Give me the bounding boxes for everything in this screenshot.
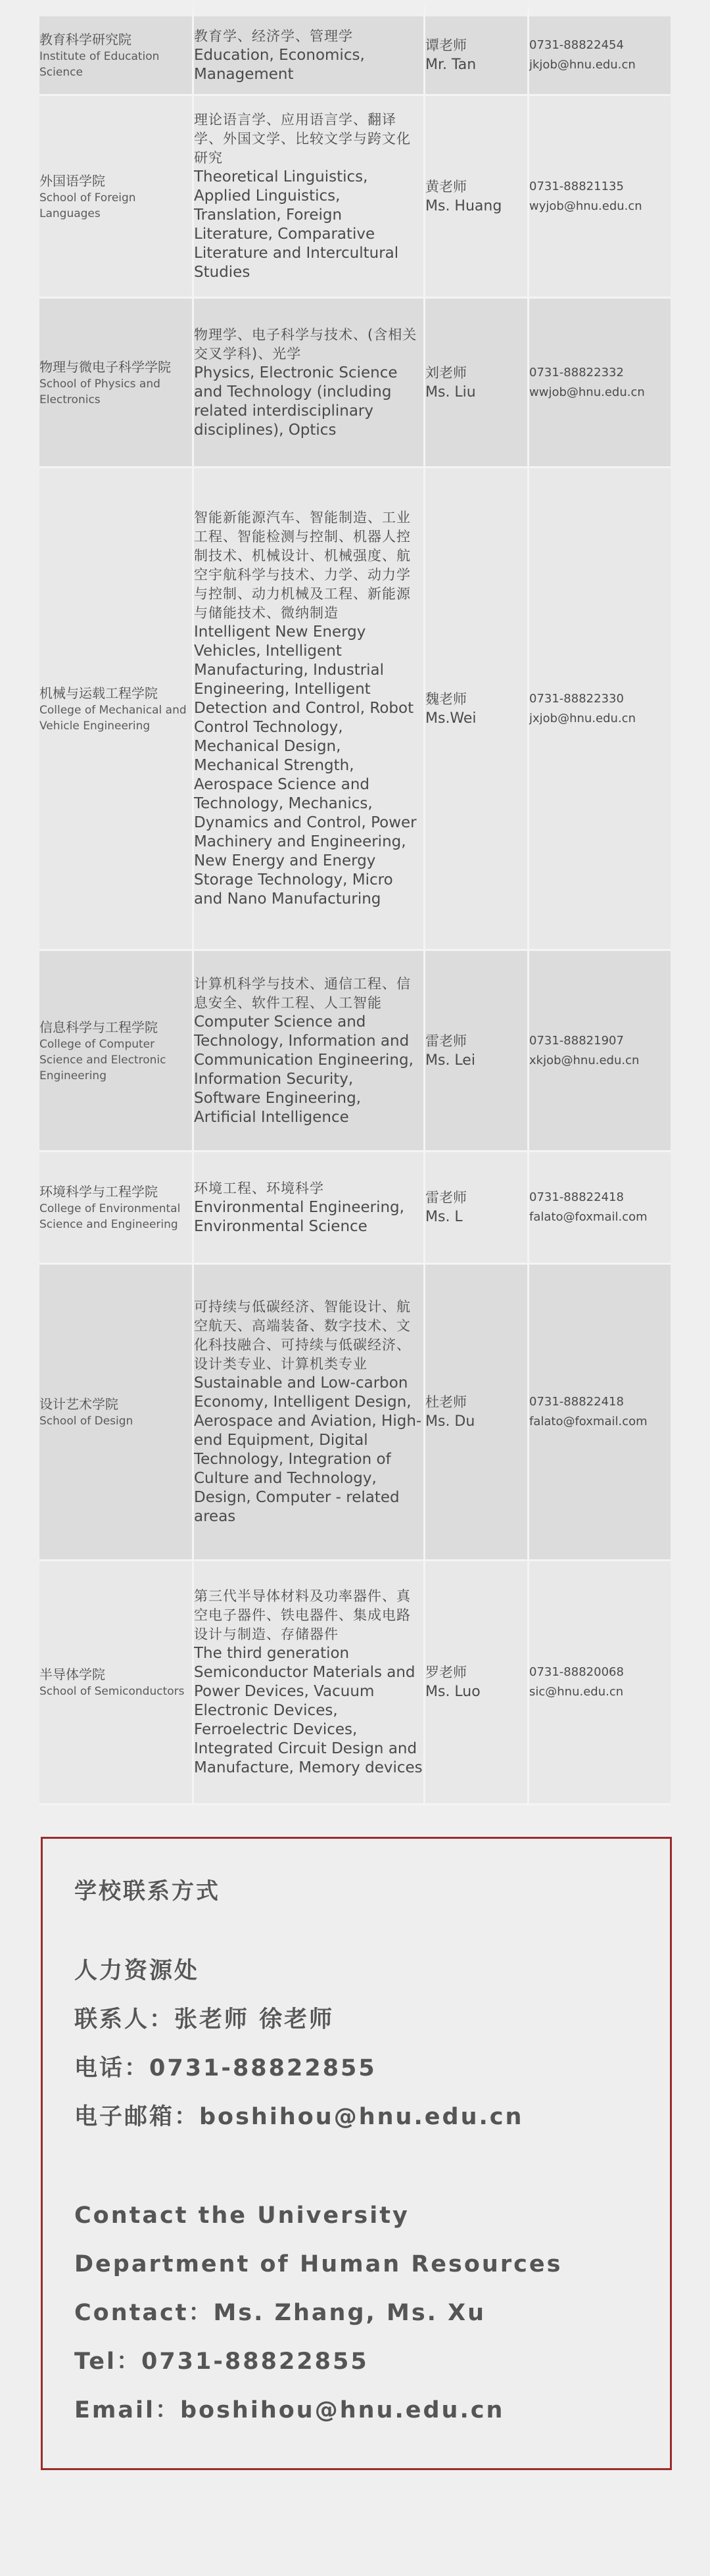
major-en: Sustainable and Low-carbon Economy, Intelligent Design, Aerospace and Aviation, High-end Equipment, Digital Technology, Integration of Culture and Technology, Design, Computer - related areas	[194, 1374, 422, 1525]
major-en: Intelligent New Energy Vehicles, Intelligent Manufacturing, Industrial Engineering, Intelligent Detection and Control, Robot Control Technology, Mechanical Design, Mechanical Strength, Aerospace Science and Technology, Mechanics, Dynamics and Control, Power Machinery and Engineering, New Energy and Energy Storage Technology, Micro and Nano Manufacturing	[194, 623, 417, 908]
department-zh: 人力资源处	[74, 1958, 200, 1984]
university-contact-box	[41, 1837, 672, 2470]
contact-cell	[425, 96, 529, 299]
contact-name-en: Ms. L	[425, 1209, 463, 1225]
major-cell	[194, 951, 425, 1152]
table-row	[39, 1561, 671, 1805]
major-cell	[194, 1152, 425, 1265]
school-name-en: School of Design	[39, 1415, 133, 1428]
contact-name-zh: 罗老师	[425, 1665, 467, 1680]
school-name-zh: 机械与运载工程学院	[39, 685, 158, 701]
major-cell	[194, 468, 425, 951]
major-cell	[194, 1265, 425, 1561]
contact-name-zh: 雷老师	[425, 1033, 467, 1049]
contact-name-zh: 雷老师	[425, 1190, 467, 1205]
phone-email-cell	[529, 0, 671, 96]
phone-en: Tel：0731-88822855	[74, 2348, 369, 2375]
contact-name-en: Ms. Lei	[425, 1052, 475, 1069]
email-address[interactable]: wyjob@hnu.edu.cn	[529, 199, 642, 213]
school-cell	[39, 468, 194, 951]
school-name-zh: 教育科学研究院	[39, 32, 131, 47]
major-cell	[194, 0, 425, 96]
school-cell	[39, 1561, 194, 1805]
school-name-en: School of Foreign Languages	[39, 191, 136, 220]
phone-number: 0731-88821135	[529, 179, 624, 193]
email-address[interactable]: jxjob@hnu.edu.cn	[529, 711, 636, 725]
contact-title-en: Contact the University	[74, 2202, 410, 2229]
department-en: Department of Human Resources	[74, 2251, 563, 2277]
phone-email-cell	[529, 1152, 671, 1265]
school-name-en: College of Computer Science and Electronic Engineering	[39, 1037, 166, 1082]
contact-person-en: Contact：Ms. Zhang, Ms. Xu	[74, 2300, 486, 2326]
phone-number: 0731-88822418	[529, 1190, 624, 1204]
school-name-en: College of Mechanical and Vehicle Engineering	[39, 703, 187, 733]
contact-name-zh: 黄老师	[425, 178, 467, 195]
phone-number: 0731-88822330	[529, 691, 624, 706]
contact-name-zh: 谭老师	[425, 37, 467, 53]
major-zh: 物理学、电子科学与技术、(含相关交叉学科)、光学	[194, 326, 417, 362]
phone-number: 0731-88822418	[529, 1395, 624, 1409]
table-row	[39, 468, 671, 951]
table-row	[39, 1265, 671, 1561]
school-cell	[39, 1152, 194, 1265]
major-zh: 计算机科学与技术、通信工程、信息安全、软件工程、人工智能	[194, 975, 411, 1011]
contact-name-en: Ms. Luo	[425, 1684, 481, 1700]
section-spacer	[74, 2141, 670, 2191]
major-en: Theoretical Linguistics, Applied Linguistics, Translation, Foreign Literature, Comparative Literature and Intercultural Studies	[194, 168, 399, 281]
contact-name-zh: 刘老师	[425, 364, 467, 381]
email-address[interactable]: falato@foxmail.com	[529, 1210, 648, 1224]
email-address[interactable]: sic@hnu.edu.cn	[529, 1685, 624, 1699]
phone-number: 0731-88821907	[529, 1033, 624, 1048]
phone-email-cell	[529, 468, 671, 951]
contact-cell	[425, 468, 529, 951]
major-en: The third generation Semiconductor Materials and Power Devices, Vacuum Electronic Devices, Ferroelectric Devices, Integrated Circuit Design and Manufacture, Memory devices	[194, 1645, 423, 1776]
contact-cell	[425, 0, 529, 96]
contact-cell	[425, 1265, 529, 1561]
major-en: Computer Science and Technology, Information and Communication Engineering, Information Security, Software Engineering, Artificial Intelligence	[194, 1013, 414, 1126]
major-zh: 理论语言学、应用语言学、翻译学、外国文学、比较文学与跨文化研究	[194, 112, 411, 166]
school-name-en: Institute of Education Science	[39, 50, 160, 79]
contact-heading: 学校联系方式	[74, 1878, 220, 1905]
school-cell	[39, 299, 194, 468]
phone-email-cell	[529, 299, 671, 468]
email-zh[interactable]: 电子邮箱：boshihou@hnu.edu.cn	[74, 2104, 524, 2130]
phone-number: 0731-88820068	[529, 1665, 624, 1679]
school-name-en: College of Environmental Science and Engineering	[39, 1202, 181, 1231]
phone-email-cell	[529, 951, 671, 1152]
table-row	[39, 0, 671, 96]
major-cell	[194, 96, 425, 299]
school-cell	[39, 1265, 194, 1561]
contact-name-en: Ms. Liu	[425, 383, 476, 401]
school-name-zh: 外国语学院	[39, 172, 105, 189]
recruitment-table	[39, 0, 671, 1805]
email-address[interactable]: falato@foxmail.com	[529, 1415, 648, 1428]
email-address[interactable]: wwjob@hnu.edu.cn	[529, 385, 645, 399]
table-row	[39, 1152, 671, 1265]
major-cell	[194, 1561, 425, 1805]
contact-name-zh: 杜老师	[425, 1394, 467, 1410]
major-en: Physics, Electronic Science and Technology (including related interdisciplinary disciplines), Optics	[194, 364, 398, 439]
school-cell	[39, 951, 194, 1152]
phone-email-cell	[529, 96, 671, 299]
phone-number: 0731-88822454	[529, 38, 624, 52]
contact-name-en: Ms. Huang	[425, 197, 502, 214]
major-zh: 可持续与低碳经济、智能设计、航空航天、高端装备、数字技术、文化科技融合、可持续与低碳经济、设计类专业、计算机类专业	[194, 1299, 411, 1372]
table-row	[39, 96, 671, 299]
contact-name-en: Ms. Du	[425, 1413, 475, 1430]
email-en[interactable]: Email：boshihou@hnu.edu.cn	[74, 2397, 505, 2423]
table-row	[39, 299, 671, 468]
major-zh: 智能新能源汽车、智能制造、工业工程、智能检测与控制、机器人控制技术、机械设计、机械强度、航空宇航科学与技术、力学、动力学与控制、动力机械及工程、新能源与储能技术、微纳制造	[194, 510, 411, 621]
major-zh: 环境工程、环境科学	[194, 1180, 324, 1196]
contact-cell	[425, 1152, 529, 1265]
phone-email-cell	[529, 1561, 671, 1805]
school-name-zh: 环境科学与工程学院	[39, 1184, 158, 1200]
contact-person-zh: 联系人：张老师 徐老师	[74, 2006, 335, 2033]
major-cell	[194, 299, 425, 468]
school-cell	[39, 0, 194, 96]
school-name-zh: 设计艺术学院	[39, 1396, 118, 1412]
school-name-en: School of Physics and Electronics	[39, 377, 160, 406]
school-name-zh: 信息科学与工程学院	[39, 1019, 158, 1035]
contact-name-zh: 魏老师	[425, 691, 467, 707]
email-address[interactable]: jkjob@hnu.edu.cn	[529, 58, 636, 72]
contact-cell	[425, 951, 529, 1152]
contact-name-en: Mr. Tan	[425, 57, 477, 73]
contact-cell	[425, 1561, 529, 1805]
contact-name-en: Ms.Wei	[425, 710, 477, 727]
phone-zh: 电话：0731-88822855	[74, 2055, 377, 2081]
phone-number: 0731-88822332	[529, 365, 624, 379]
major-zh: 第三代半导体材料及功率器件、真空电子器件、铁电器件、集成电路设计与制造、存储器件	[194, 1588, 411, 1642]
school-name-zh: 半导体学院	[39, 1666, 105, 1682]
major-en: Environmental Engineering, Environmental Science	[194, 1198, 404, 1235]
contact-cell	[425, 299, 529, 468]
school-name-en: School of Semiconductors	[39, 1685, 185, 1698]
school-name-zh: 物理与微电子科学学院	[39, 358, 171, 375]
email-address[interactable]: xkjob@hnu.edu.cn	[529, 1053, 640, 1067]
school-cell	[39, 96, 194, 299]
phone-email-cell	[529, 1265, 671, 1561]
recruitment-table-container	[39, 0, 671, 1805]
major-en: Education, Economics, Management	[194, 46, 365, 83]
major-zh: 教育学、经济学、管理学	[194, 28, 353, 44]
table-row	[39, 951, 671, 1152]
